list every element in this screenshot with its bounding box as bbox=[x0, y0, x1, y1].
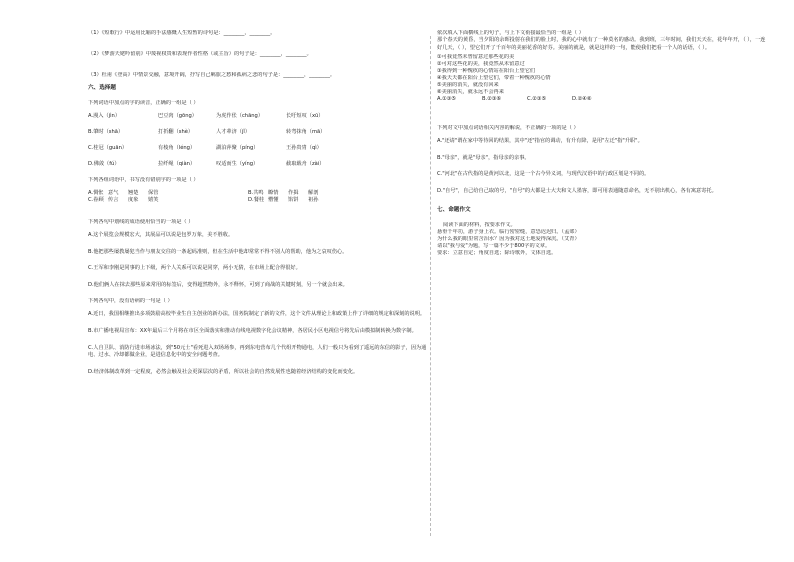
q2-options-row-1: A.惆怅 意气 翘楚 保管 B.共鸣 瞭情 作揖 解剖 bbox=[88, 190, 319, 196]
q5-option-1: ①可我竟然未曾留意过那些花的美 bbox=[437, 54, 515, 61]
left-column bbox=[88, 30, 428, 376]
q5-passage: 那个春天的黄昏，当夕阳的余晖投射在我们的脸上时，我的心中就有了一种莫名的感动。我到班，三年时间，我们天天在，花年年开，（ ），一连好几天，（ ），望它们开了千百年的美丽花香的好芬。美丽的就是，就是这样的一句，能使我们把看一个人的话语，（ ）。 bbox=[437, 37, 766, 51]
q5-option-5: ⑤美丽的消失，就没有回来 bbox=[437, 82, 499, 89]
section-7-title: 七、命题作文 bbox=[437, 206, 471, 213]
q6-option-c: C."河北"在古代指的是黄河以北，这是一个古今异义词，与现代汉语中的行政区划是不同的。 bbox=[437, 171, 650, 178]
q4-option-a: A.近日，我国相继推出多项鼓励高校毕业生自主创业的新办法，国务院制定了新的文件，这个文件从理论上和政策上作了详细的规定和深刻的说明。 bbox=[88, 311, 426, 318]
q3-option-d: D.他们俩人在抹去那些原来常用的标签后，变得超然物外，永不释怀，可到了商战的关键时刻，另一个就会出来。 bbox=[88, 281, 348, 288]
q5-option-6: ⑥美丽消失，就永远不会再来 bbox=[437, 89, 504, 96]
q3-stem: 下列各句中划线的成语使用恰当的一项是（ ） bbox=[88, 219, 194, 225]
fill-line-1: （1）《短歌行》中运用比喻的手法感慨人生短暂的诗句是：________，________。 bbox=[88, 30, 276, 36]
q3-option-c: C.王军和李刚是同事的上下级，两个人关系可以说是同穿，两小无猜，在市场上配合得很好。 bbox=[88, 265, 301, 272]
q2-stem: 下列各组词语中，书写没有错别字的一项是（ ） bbox=[88, 177, 199, 183]
q3-option-a: A.这个展览会规模宏大，其展品可以说是包罗万象，美不胜收。 bbox=[88, 232, 234, 238]
q1-option-d: D.佛敛（fú） 拉纤绳（qiàn） 叹适而生（yíng） 截取载舟（zài） bbox=[88, 161, 325, 167]
essay-line-2: 悬垂千年功，游子身上衣。临行密密缝，意恐迟迟归。（孟郊） bbox=[437, 228, 580, 235]
q6-stem: 下列对文中加点词语相关内容的解说，不正确的一项的是（ ） bbox=[437, 125, 579, 132]
q4-stem: 下列各句中，没有语病的一句是（ ） bbox=[88, 298, 173, 305]
section-6-title: 六、选择题 bbox=[88, 85, 116, 91]
essay-line-5: 要求：立意自定；角度自选；除诗歌外，文体自选。 bbox=[437, 249, 557, 256]
essay-line-1: 阅读下面的材料，按要求作文。 bbox=[443, 221, 516, 228]
q4-option-d: D.经济体制改革到一定程度，必然会触及社会更深层次的矛盾，所以社会的自然发展性也随着经济结构的变化而变化。 bbox=[88, 368, 359, 375]
q1-stem: 下列词语中加点的字的读音，正确的一组是（ ） bbox=[88, 100, 199, 106]
fill-line-3: （3）杜甫《登高》中情景交融，意境开阔，抒写自己羁旅之愁和孤病之悲的句子是：________，________。 bbox=[88, 72, 336, 78]
essay-line-4: 请以"我与爱"为题，写一篇不少于800字的文章。 bbox=[437, 242, 551, 249]
q4-option-c: C.人自卫队、消防行进市场冰法，到"50元士"看死进入双场场参，再到东电营布几个代组开物通电，人们一般只为看到了遥远的东信的影子，因为通电、过水、冷却都做企业，是进信息化中的安全问题考查。 bbox=[88, 344, 427, 359]
q5-option-4: ④我天天都在阳台上望它们，带着一种愧疚的心情 bbox=[437, 75, 551, 82]
q6-option-b: B."母亲"，就是"母亲"，指母亲的亲事。 bbox=[437, 154, 530, 161]
q1-option-a: A.漫入（jìn） 巴豆肉（gōng） 为虎作伥（chāng） 长吁短叹（xū） bbox=[88, 113, 324, 119]
q4-option-b: B.市广播电视局宣布：XX年最后三个月将在市区全面落实和推动有线电视数字化会议精神，各居民小区电视信号将先后由模拟制转换为数字制。 bbox=[88, 327, 417, 334]
q5-choices: A.①③⑤ B.②③⑥ C.②③⑤ D.②④⑥ bbox=[437, 96, 592, 103]
q1-option-c: C.桂冠（guān） 有棱角（léng） 湖泊萍聚（píng） 王孙贵胄（qì） bbox=[88, 145, 322, 151]
q6-option-d: D."自号"，自己给自己取的号，"自号"的大都是士大夫和文人墨客，即可用表通随意命名，无不别出机心，各有寓意寄托。 bbox=[437, 187, 717, 194]
column-divider bbox=[430, 36, 431, 536]
fill-line-2: （2）《梦游天姥吟留别》中蔑视权贵和表现作者性格（或主旨）的句子是：________，________。 bbox=[88, 51, 312, 57]
essay-line-3: 为什么我的眼里常含泪水？因为我对这土地爱得深沉。（艾青） bbox=[437, 235, 580, 242]
q5-option-3: ③我得到一种愧疚的心情站在阳台上望它们 bbox=[437, 68, 536, 75]
right-column bbox=[437, 30, 767, 257]
q1-option-b: B.肇时（shā） 打折翻（shè） 人才辈济（jǐ） 转弯抹角（mā） bbox=[88, 129, 326, 135]
q3-option-b: B.他把那些屡教屡犯当作与朋友交往的一条起码准则，但在生活中他却常常不得不别人的帮助，他为之哀叹伤心。 bbox=[88, 248, 348, 255]
q2-options-row-2: C.眷顾 传言 度象 嬉笑 D.餐桂 懵懂 馅饼 祖孙 bbox=[88, 197, 319, 203]
q5-option-2: ②可对这些花的美，我竟然从未留意过 bbox=[437, 61, 525, 68]
q6-option-a: A."还请"谓在家中等待回的结果，其中"还"指官的调动，有升有降，是用"左迁"指"升职"。 bbox=[437, 138, 643, 145]
q5-stem: 依次填入下面横线上的句子，与上下文衔接最恰当的一组是（ ） bbox=[437, 30, 584, 36]
